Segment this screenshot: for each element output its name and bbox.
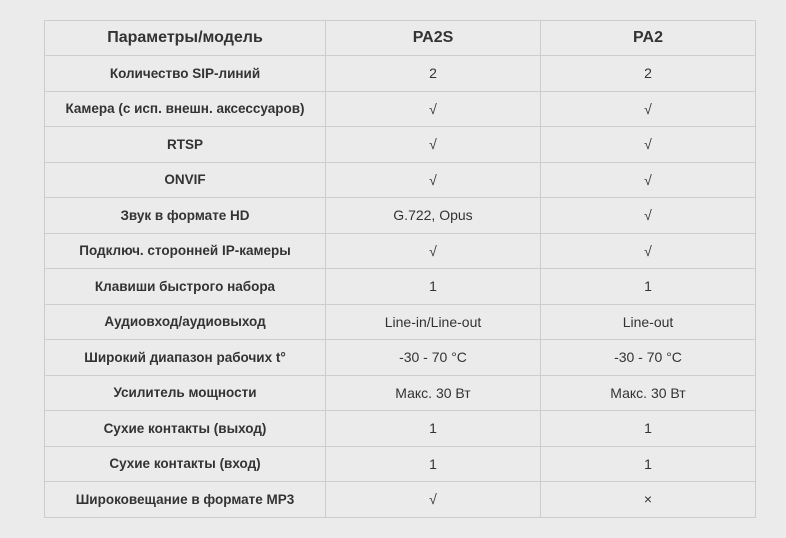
parameter-cell: Широковещание в формате MP3	[45, 482, 326, 518]
table-header	[45, 21, 756, 56]
parameter-cell: ONVIF	[45, 162, 326, 198]
table-row	[45, 304, 756, 340]
comparison-table-container	[44, 20, 755, 518]
parameter-cell: Клавиши быстрого набора	[45, 269, 326, 305]
table-body	[45, 56, 756, 518]
table-row	[45, 198, 756, 234]
parameter-cell: Камера (с исп. внешн. аксессуаров)	[45, 91, 326, 127]
pa2s-value-cell: 1	[326, 446, 541, 482]
table-row	[45, 375, 756, 411]
table-row	[45, 56, 756, 92]
table-row	[45, 233, 756, 269]
parameter-cell: Подключ. сторонней IP-камеры	[45, 233, 326, 269]
parameter-cell: Количество SIP-линий	[45, 56, 326, 92]
parameter-cell: Звук в формате HD	[45, 198, 326, 234]
parameter-cell: Усилитель мощности	[45, 375, 326, 411]
pa2-value-cell: 2	[541, 56, 756, 92]
pa2s-value-cell: -30 - 70 °C	[326, 340, 541, 376]
pa2-value-cell: 1	[541, 269, 756, 305]
header-row	[45, 21, 756, 56]
pa2s-value-cell: √	[326, 91, 541, 127]
pa2s-value-cell: Макс. 30 Вт	[326, 375, 541, 411]
pa2-value-cell: -30 - 70 °C	[541, 340, 756, 376]
parameter-cell: Сухие контакты (вход)	[45, 446, 326, 482]
table-row	[45, 446, 756, 482]
pa2s-value-cell: Line-in/Line-out	[326, 304, 541, 340]
parameter-cell: Аудиовход/аудиовыход	[45, 304, 326, 340]
table-row	[45, 269, 756, 305]
header-parameter: Параметры/модель	[45, 21, 326, 56]
pa2s-value-cell: √	[326, 482, 541, 518]
table-row	[45, 482, 756, 518]
pa2-value-cell: 1	[541, 446, 756, 482]
pa2-value-cell: √	[541, 127, 756, 163]
table-row	[45, 162, 756, 198]
pa2-value-cell: Макс. 30 Вт	[541, 375, 756, 411]
parameter-cell: Сухие контакты (выход)	[45, 411, 326, 447]
comparison-table	[44, 20, 756, 518]
pa2s-value-cell: G.722, Opus	[326, 198, 541, 234]
pa2-value-cell: Line-out	[541, 304, 756, 340]
pa2-value-cell: √	[541, 162, 756, 198]
pa2-value-cell: 1	[541, 411, 756, 447]
pa2s-value-cell: √	[326, 233, 541, 269]
pa2s-value-cell: 1	[326, 269, 541, 305]
header-model-pa2: PA2	[541, 21, 756, 56]
pa2-value-cell: ×	[541, 482, 756, 518]
pa2s-value-cell: 1	[326, 411, 541, 447]
pa2s-value-cell: 2	[326, 56, 541, 92]
pa2s-value-cell: √	[326, 127, 541, 163]
header-model-pa2s: PA2S	[326, 21, 541, 56]
parameter-cell: RTSP	[45, 127, 326, 163]
pa2-value-cell: √	[541, 233, 756, 269]
pa2s-value-cell: √	[326, 162, 541, 198]
parameter-cell: Широкий диапазон рабочих t°	[45, 340, 326, 376]
table-row	[45, 127, 756, 163]
pa2-value-cell: √	[541, 198, 756, 234]
table-row	[45, 91, 756, 127]
pa2-value-cell: √	[541, 91, 756, 127]
table-row	[45, 411, 756, 447]
table-row	[45, 340, 756, 376]
